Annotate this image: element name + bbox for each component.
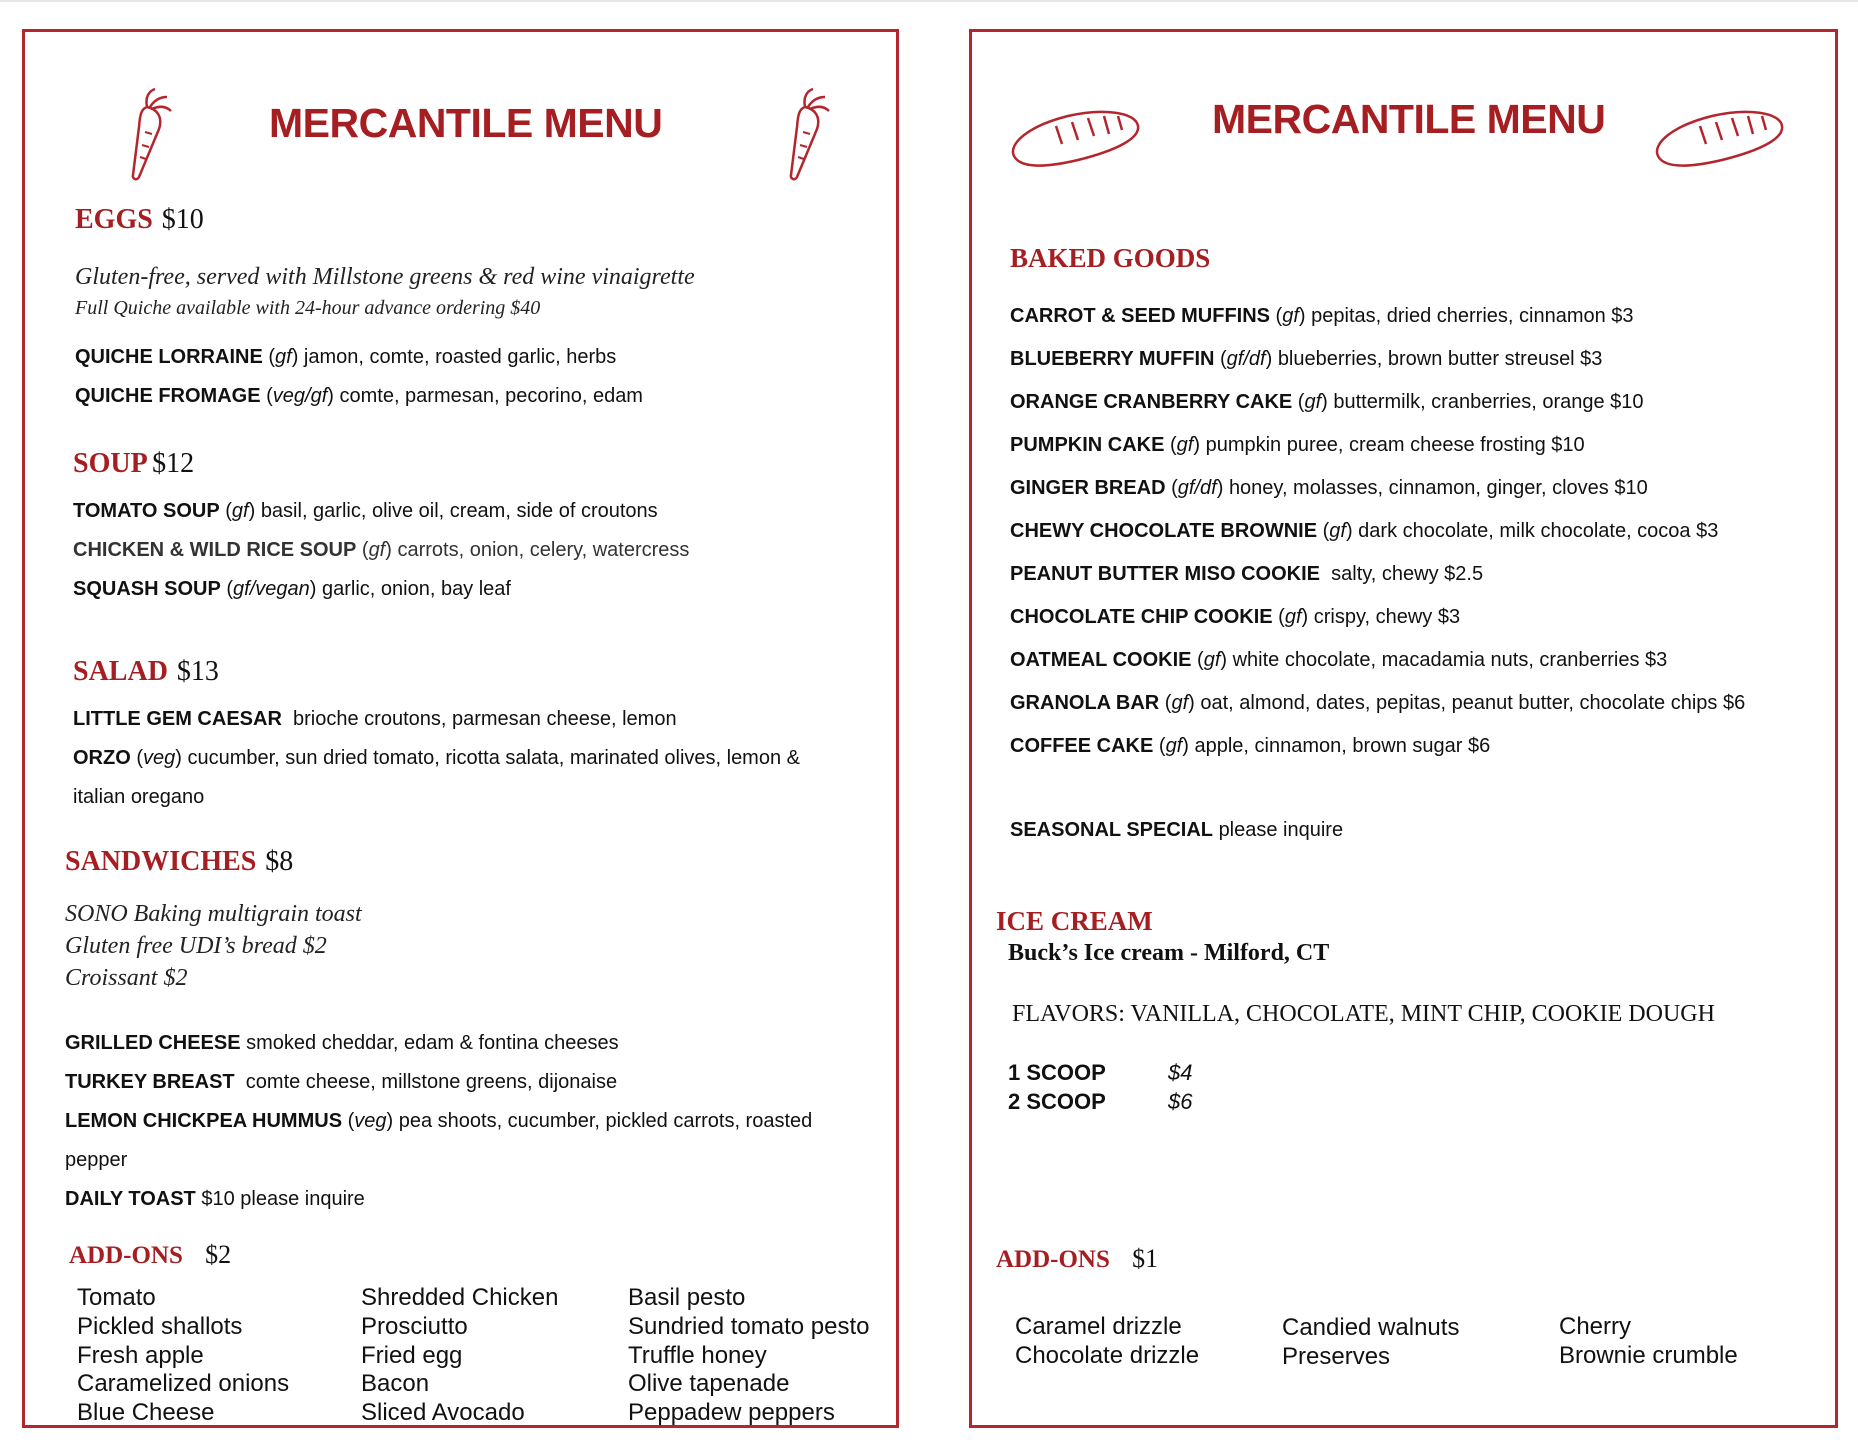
item-description: $10 please inquire	[201, 1188, 365, 1210]
section-price: $8	[265, 846, 294, 877]
item-description: jamon, comte, roasted garlic, herbs	[303, 346, 617, 368]
ice-cream-heading: ICE CREAM	[996, 906, 1153, 936]
item-name: COFFEE CAKE	[1010, 735, 1154, 757]
item-description: white chocolate, macadamia nuts, cranberries $3	[1232, 649, 1668, 671]
menu-item: SQUASH SOUP (gf/vegan) garlic, onion, bay leaf	[73, 578, 511, 600]
item-name: PEANUT BUTTER MISO COOKIE	[1010, 563, 1321, 585]
item-name: GRANOLA BAR	[1010, 692, 1160, 714]
item-name: LITTLE GEM CAESAR	[73, 708, 282, 730]
menu-item: QUICHE LORRAINE (gf) jamon, comte, roasted garlic, herbs	[75, 346, 617, 368]
menu-item: GINGER BREAD (gf/df) honey, molasses, cinnamon, ginger, cloves $10	[1010, 477, 1648, 499]
addon-item: Truffle honey	[628, 1342, 767, 1369]
item-name: BLUEBERRY MUFFIN	[1010, 348, 1215, 370]
item-tag: veg/gf	[272, 385, 328, 407]
addon-item: Shredded Chicken	[361, 1284, 559, 1311]
item-name: GINGER BREAD	[1010, 477, 1166, 499]
ice-cream-source: Buck’s Ice cream - Milford, CT	[1008, 940, 1330, 966]
bread-option: Croissant $2	[65, 965, 188, 991]
item-tag: gf	[368, 539, 386, 561]
menu-title: MERCANTILE MENU	[269, 100, 663, 146]
top-divider	[0, 0, 1858, 2]
scoop-label: 1 SCOOP	[1008, 1060, 1106, 1085]
item-description: please inquire	[1218, 819, 1344, 841]
scoop-price: $4	[1168, 1060, 1193, 1085]
menu-item: BLUEBERRY MUFFIN (gf/df) blueberries, brown butter streusel $3	[1010, 348, 1603, 370]
item-name: CARROT & SEED MUFFINS	[1010, 305, 1270, 327]
item-name: PUMPKIN CAKE	[1010, 434, 1165, 456]
item-description: dark chocolate, milk chocolate, cocoa $3	[1358, 520, 1719, 542]
item-tag: gf	[1304, 391, 1322, 413]
item-tag: gf/vegan	[233, 578, 310, 600]
section-heading: ADD-ONS	[69, 1242, 183, 1269]
item-description: buttermilk, cranberries, orange $10	[1333, 391, 1644, 413]
menu-item: GRANOLA BAR (gf) oat, almond, dates, pepitas, peanut butter, chocolate chips $6	[1010, 692, 1746, 714]
eggs-description: Gluten-free, served with Millstone greens & red wine vinaigrette	[75, 264, 695, 290]
addon-item: Sundried tomato pesto	[628, 1313, 870, 1340]
menu-item	[65, 1032, 619, 1055]
item-name: TOMATO SOUP	[73, 500, 220, 522]
item-description: pumpkin puree, cream cheese frosting $10	[1205, 434, 1585, 456]
ice-cream-flavors: FLAVORS: VANILLA, CHOCOLATE, MINT CHIP, COOKIE DOUGH	[1012, 1001, 1715, 1027]
section-heading: EGGS	[75, 204, 153, 235]
item-tag: gf	[1171, 692, 1189, 714]
menu-item: ORANGE CRANBERRY CAKE (gf) buttermilk, cranberries, orange $10	[1010, 391, 1644, 413]
item-tag: gf	[1203, 649, 1221, 671]
item-tag: gf	[1165, 735, 1183, 757]
item-name: QUICHE LORRAINE	[75, 346, 263, 368]
item-name: GRILLED CHEESE	[65, 1032, 241, 1054]
item-tag: gf	[1284, 606, 1302, 628]
menu-item	[65, 1188, 365, 1211]
bread-icon	[1008, 104, 1142, 170]
addon-item: Brownie crumble	[1559, 1342, 1738, 1369]
sandwiches-section-header	[65, 846, 293, 878]
item-description-continued: pepper	[65, 1149, 128, 1171]
bread-option: SONO Baking multigrain toast	[65, 901, 362, 927]
addon-item: Cherry	[1559, 1313, 1632, 1340]
menu-item: OATMEAL COOKIE (gf) white chocolate, macadamia nuts, cranberries $3	[1010, 649, 1668, 671]
eggs-section-header	[75, 204, 204, 236]
section-heading: ADD-ONS	[996, 1246, 1110, 1273]
menu-item: CHEWY CHOCOLATE BROWNIE (gf) dark chocolate, milk chocolate, cocoa $3	[1010, 520, 1719, 542]
menu-item	[73, 708, 677, 731]
item-tag: gf/df	[1226, 348, 1266, 370]
section-price: $2	[205, 1240, 232, 1269]
item-description: blueberries, brown butter streusel $3	[1277, 348, 1603, 370]
section-price: $1	[1132, 1244, 1159, 1273]
item-name: CHOCOLATE CHIP COOKIE	[1010, 606, 1273, 628]
addon-item: Pickled shallots	[77, 1313, 243, 1340]
item-name: ORZO	[73, 747, 131, 769]
menu-item: TOMATO SOUP (gf) basil, garlic, olive oil, cream, side of croutons	[73, 500, 658, 522]
addon-item: Bacon	[361, 1370, 430, 1397]
item-name: OATMEAL COOKIE	[1010, 649, 1192, 671]
item-tag: gf	[1329, 520, 1346, 542]
item-tag: gf/df	[1177, 477, 1217, 499]
salad-section-header	[73, 656, 219, 688]
item-tag: gf	[1176, 434, 1194, 456]
item-name: TURKEY BREAST	[65, 1071, 235, 1093]
item-name: CHEWY CHOCOLATE BROWNIE	[1010, 520, 1318, 542]
item-description: honey, molasses, cinnamon, ginger, cloves $10	[1228, 477, 1648, 499]
item-description: comte, parmesan, pecorino, edam	[339, 385, 643, 407]
item-description: comte cheese, millstone greens, dijonaise	[245, 1071, 618, 1093]
baked-goods-heading: BAKED GOODS	[1010, 243, 1211, 273]
menu-item: CHICKEN & WILD RICE SOUP (gf) carrots, onion, celery, watercress	[73, 539, 690, 561]
menu-item	[1010, 563, 1483, 586]
item-name: SEASONAL SPECIAL	[1010, 819, 1213, 841]
section-price: $10	[161, 204, 204, 235]
section-heading: SALAD	[73, 656, 168, 687]
item-description: salty, chewy $2.5	[1331, 563, 1484, 585]
left-menu-panel	[22, 29, 899, 1428]
item-description: oat, almond, dates, pepitas, peanut butter, chocolate chips $6	[1200, 692, 1746, 714]
item-description: garlic, onion, bay leaf	[321, 578, 511, 600]
menu-item: COFFEE CAKE (gf) apple, cinnamon, brown sugar $6	[1010, 735, 1491, 757]
addon-item: Preserves	[1282, 1343, 1391, 1370]
addon-item: Caramel drizzle	[1015, 1313, 1182, 1340]
addon-item: Peppadew peppers	[628, 1399, 835, 1426]
section-heading: SANDWICHES	[65, 846, 257, 877]
item-tag: veg	[354, 1110, 387, 1132]
addon-item: Fresh apple	[77, 1342, 204, 1369]
item-description: apple, cinnamon, brown sugar $6	[1194, 735, 1491, 757]
menu-item: ORZO (veg) cucumber, sun dried tomato, ricotta salata, marinated olives, lemon &	[73, 747, 800, 769]
item-tag: gf	[1282, 305, 1299, 327]
item-name: QUICHE FROMAGE	[75, 385, 261, 407]
item-name: LEMON CHICKPEA HUMMUS	[65, 1110, 343, 1132]
item-description: crispy, chewy $3	[1313, 606, 1461, 628]
item-description: carrots, onion, celery, watercress	[397, 539, 690, 561]
scoop-label: 2 SCOOP	[1008, 1089, 1106, 1114]
addon-item: Prosciutto	[361, 1313, 468, 1340]
addon-item: Chocolate drizzle	[1015, 1342, 1200, 1369]
item-description: brioche croutons, parmesan cheese, lemon	[293, 708, 677, 730]
seasonal-special	[1010, 819, 1343, 842]
item-name: ORANGE CRANBERRY CAKE	[1010, 391, 1293, 413]
bread-icon	[1652, 104, 1786, 170]
item-tag: gf	[231, 500, 249, 522]
carrot-icon	[775, 87, 835, 182]
section-heading: SOUP	[73, 448, 148, 479]
right-menu-panel	[969, 29, 1838, 1428]
addon-item: Blue Cheese	[77, 1399, 215, 1426]
addon-item: Fried egg	[361, 1342, 463, 1369]
soup-section-header	[73, 448, 194, 480]
menu-item: LEMON CHICKPEA HUMMUS (veg) pea shoots, cucumber, pickled carrots, roasted	[65, 1110, 813, 1132]
addons-section-header	[996, 1244, 1158, 1274]
menu-item: QUICHE FROMAGE (veg/gf) comte, parmesan, pecorino, edam	[75, 385, 643, 407]
addon-item: Basil pesto	[628, 1284, 746, 1311]
addon-item: Tomato	[77, 1284, 156, 1311]
carrot-icon	[117, 87, 177, 182]
item-description: smoked cheddar, edam & fontina cheeses	[246, 1032, 619, 1054]
scoop-price: $6	[1168, 1089, 1193, 1114]
section-price: $12	[152, 448, 195, 479]
quiche-note: Full Quiche available with 24-hour advance ordering $40	[75, 297, 541, 319]
menu-item: CARROT & SEED MUFFINS (gf) pepitas, dried cherries, cinnamon $3	[1010, 305, 1634, 327]
addon-item: Sliced Avocado	[361, 1399, 525, 1426]
menu-item	[65, 1071, 617, 1094]
item-description: pea shoots, cucumber, pickled carrots, roasted	[398, 1110, 813, 1132]
item-description-continued: italian oregano	[73, 786, 205, 808]
item-description: basil, garlic, olive oil, cream, side of croutons	[260, 500, 658, 522]
item-description: cucumber, sun dried tomato, ricotta salata, marinated olives, lemon &	[187, 747, 800, 769]
bread-option: Gluten free UDI’s bread $2	[65, 933, 327, 959]
menu-item: CHOCOLATE CHIP COOKIE (gf) crispy, chewy $3	[1010, 606, 1461, 628]
item-name: CHICKEN & WILD RICE SOUP	[73, 539, 357, 561]
menu-item: PUMPKIN CAKE (gf) pumpkin puree, cream cheese frosting $10	[1010, 434, 1585, 456]
menu-title: MERCANTILE MENU	[1212, 96, 1606, 142]
item-tag: gf	[275, 346, 292, 368]
addons-section-header	[69, 1240, 231, 1270]
addon-item: Olive tapenade	[628, 1370, 790, 1397]
item-tag: veg	[143, 747, 176, 769]
addon-item: Caramelized onions	[77, 1370, 290, 1397]
item-name: SQUASH SOUP	[73, 578, 221, 600]
addon-item: Candied walnuts	[1282, 1314, 1460, 1341]
item-description: pepitas, dried cherries, cinnamon $3	[1311, 305, 1634, 327]
item-name: DAILY TOAST	[65, 1188, 196, 1210]
section-price: $13	[176, 656, 219, 687]
